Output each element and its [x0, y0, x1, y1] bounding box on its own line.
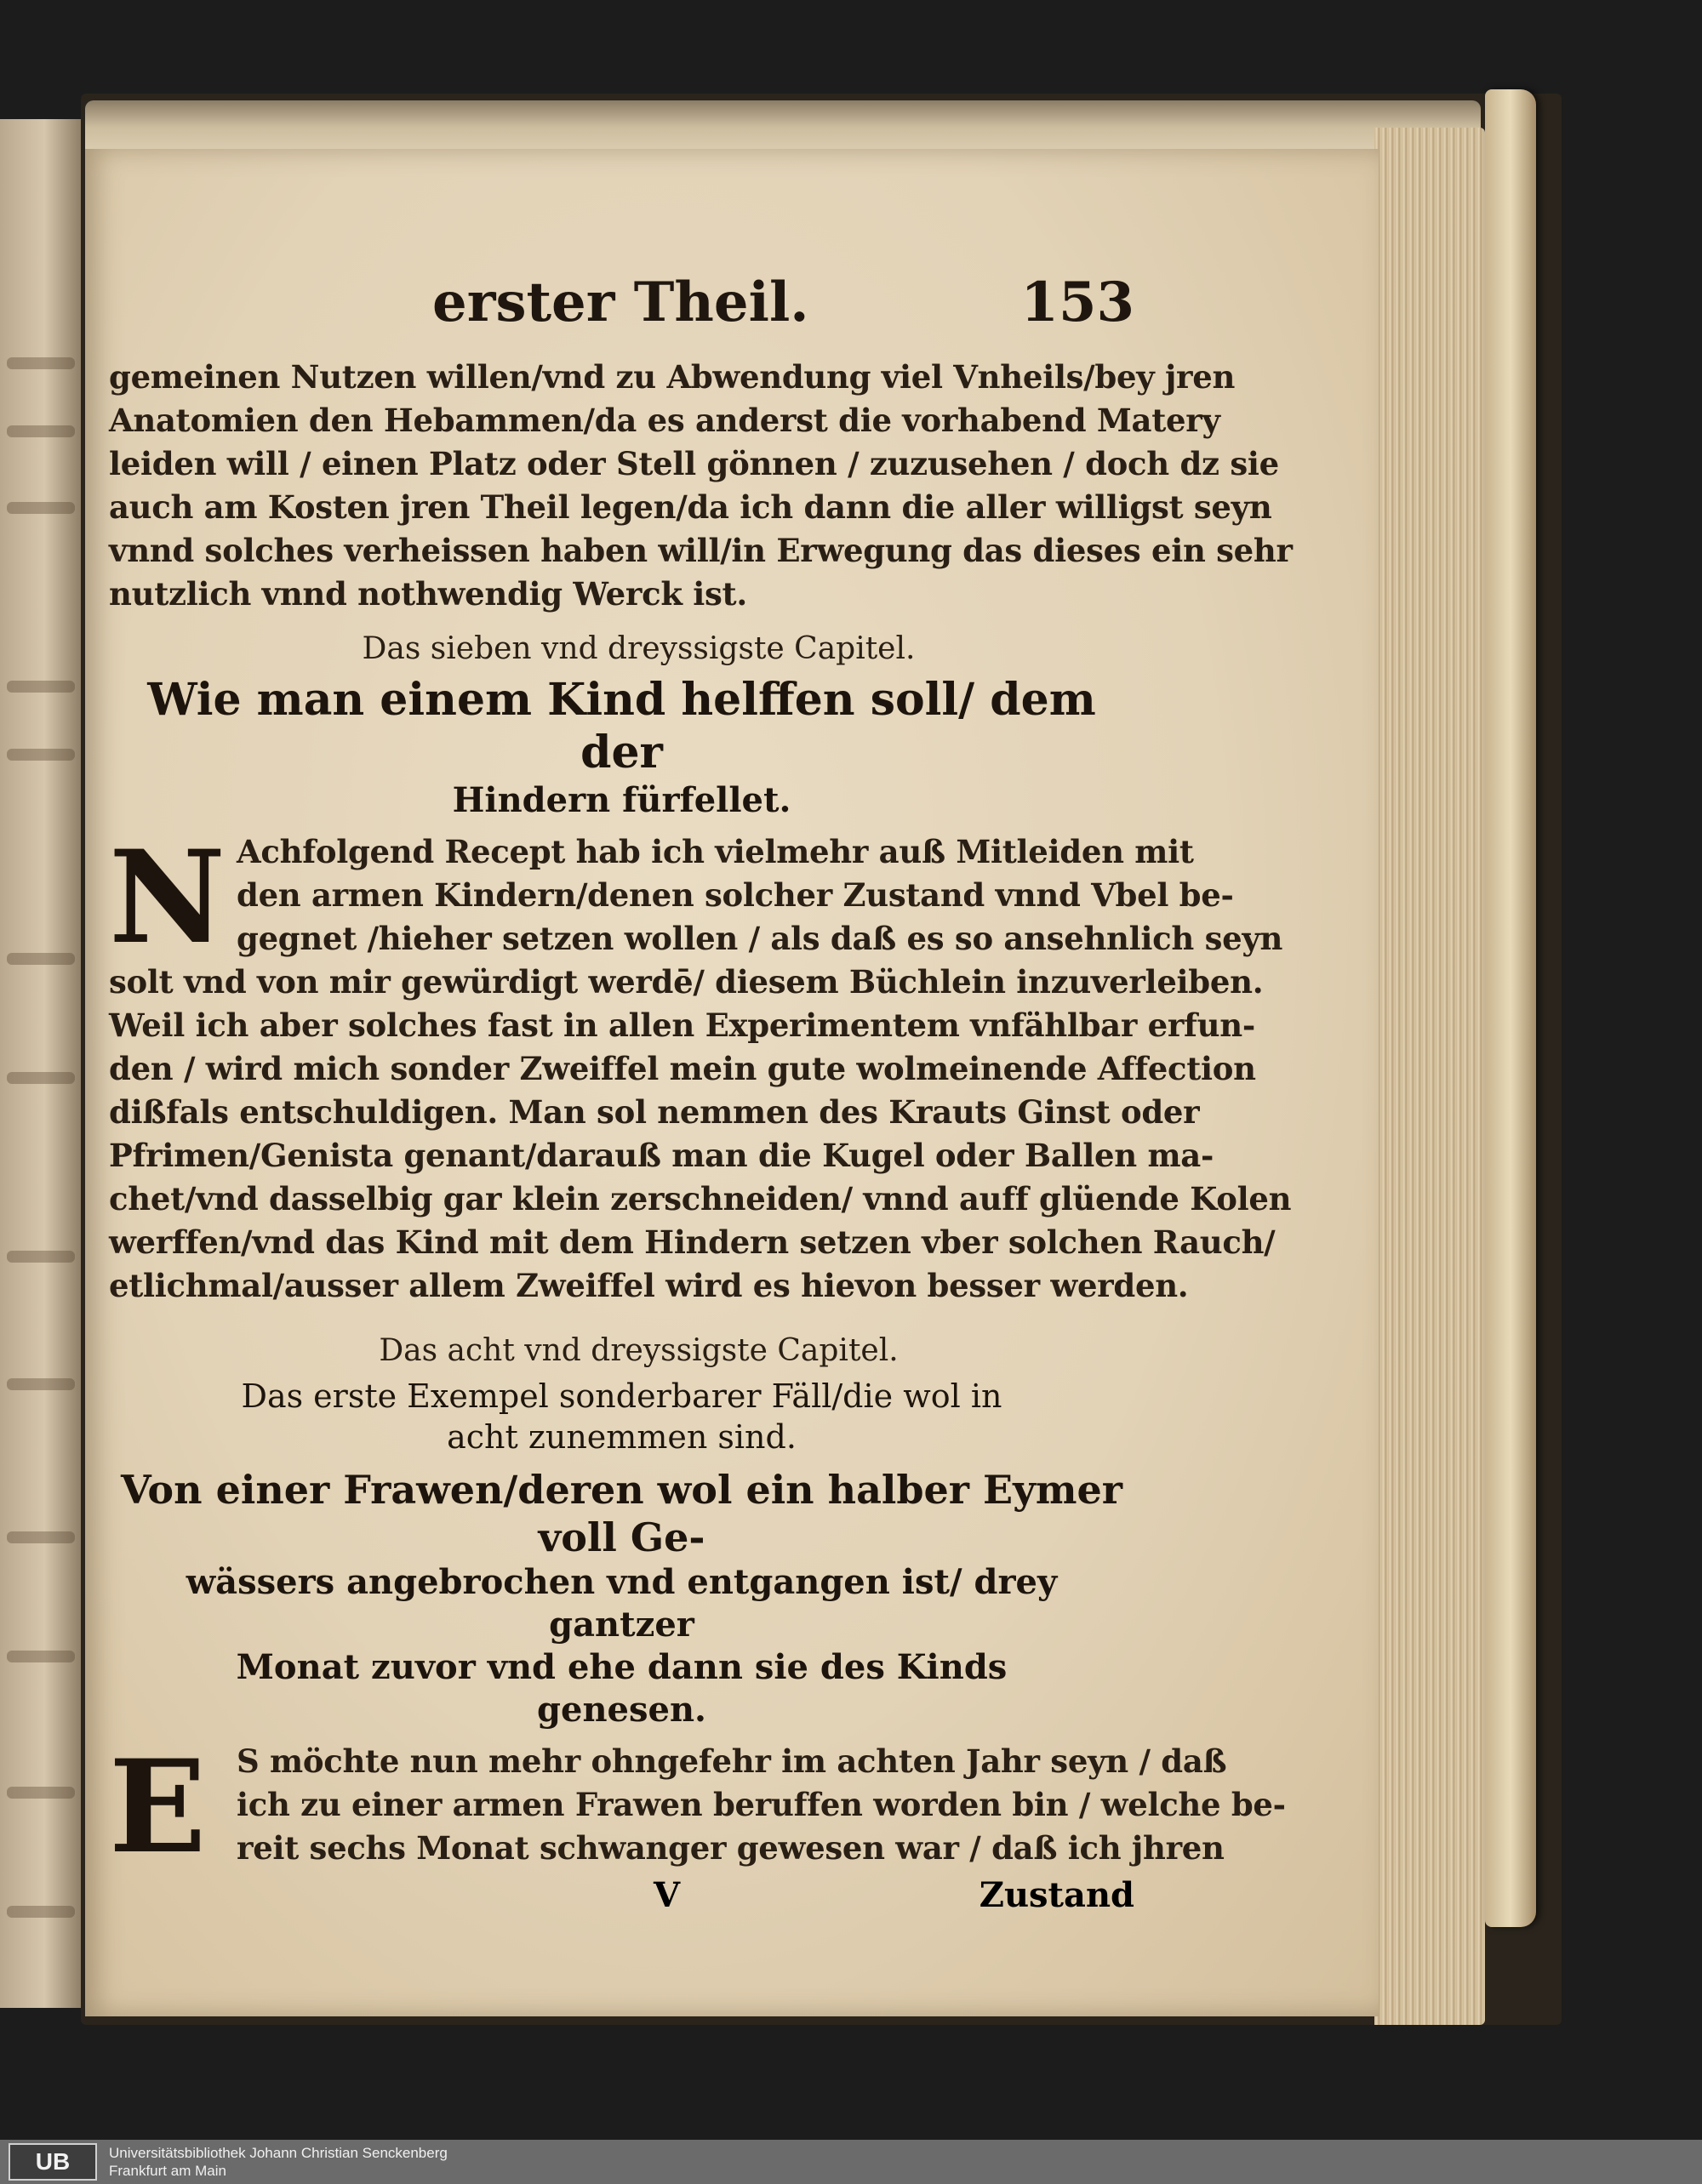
chapter-37-title-line: Wie man einem Kind helffen soll/ dem der: [147, 674, 1096, 778]
text-line: ich zu einer armen Frawen beruffen worden bin / welche be-: [237, 1786, 1286, 1823]
page-header: [109, 271, 1134, 347]
signature-mark: V: [654, 1875, 681, 1915]
text-line: solt vnd von mir gewürdigt werdē/ diesem Büchlein inzuverleiben.: [109, 963, 1264, 1001]
text-line: Achfolgend Recept hab ich vielmehr auß Mitleiden mit: [237, 833, 1194, 870]
chapter-38-paragraph: [109, 1732, 1286, 1882]
chapter-38-title-line: wässers angebrochen vnd entgangen ist/ drey gantzer: [186, 1562, 1058, 1645]
ub-logo: UB: [9, 2143, 97, 2181]
text-line: Anatomien den Hebammen/da es anderst die vorhabend Matery: [109, 402, 1220, 439]
left-page-edge: [0, 119, 81, 2008]
text-line: nutzlich vnnd nothwendig Werck ist.: [109, 575, 747, 613]
text-line: den armen Kindern/denen solcher Zustand vnnd Vbel be-: [237, 876, 1234, 914]
text-line: S möchte nun mehr ohngefehr im achten Jahr seyn / daß: [237, 1742, 1227, 1780]
chapter-38-title-line: genesen.: [537, 1690, 706, 1730]
text-line: reit sechs Monat schwanger gewesen war / daß ich jhren: [237, 1829, 1225, 1867]
text-line: chet/vnd dasselbig gar klein zerschneiden/ vnnd auff glüende Kolen: [109, 1180, 1292, 1217]
institution-credit: [109, 2144, 448, 2180]
institution-city: Frankfurt am Main: [109, 2163, 226, 2179]
text-line: dißfals entschuldigen. Man sol nemmen des Krauts Ginst oder: [109, 1093, 1200, 1131]
page-footer: [109, 1875, 1134, 1923]
drop-cap-initial: N: [109, 823, 226, 972]
text-line: leiden will / einen Platz oder Stell gönnen / zuzusehen / doch dz sie: [109, 445, 1279, 482]
catchword: Zustand: [979, 1875, 1134, 1915]
chapter-37-label: Das sieben vnd dreyssigste Capitel.: [362, 631, 916, 666]
chapter-38-subtitle-line: Das erste Exempel sonderbarer Fäll/die wol in: [241, 1377, 1002, 1415]
running-head: erster Theil.: [432, 271, 809, 334]
intro-paragraph: [109, 356, 1293, 616]
text-line: gegnet /hieher setzen wollen / als daß es so ansehnlich seyn: [237, 920, 1283, 957]
text-line: werffen/vnd das Kind mit dem Hindern setzen vber solchen Rauch/: [109, 1223, 1276, 1261]
text-line: vnnd solches verheissen haben will/in Erwegung das dieses ein sehr: [109, 532, 1293, 569]
cover-edge: [1485, 89, 1536, 1927]
page-text: [109, 356, 1293, 1923]
library-footer-bar: [0, 2140, 1702, 2184]
chapter-38-title-line: Monat zuvor vnd ehe dann sie des Kinds: [236, 1647, 1008, 1687]
text-line: Weil ich aber solches fast in allen Experimentem vnfählbar erfun-: [109, 1006, 1255, 1044]
page-number: 153: [1020, 271, 1134, 334]
drop-cap-initial: E: [109, 1732, 207, 1882]
chapter-37-title-line: Hindern fürfellet.: [452, 780, 791, 820]
chapter-38-label: Das acht vnd dreyssigste Capitel.: [379, 1333, 899, 1368]
chapter-37-paragraph: [109, 823, 1292, 1308]
text-line: etlichmal/ausser allem Zweiffel wird es hievon besser werden.: [109, 1267, 1189, 1304]
text-line: auch am Kosten jren Theil legen/da ich dann die aller willigst seyn: [109, 488, 1272, 526]
text-line: Pfrimen/Genista genant/darauß man die Kugel oder Ballen ma-: [109, 1137, 1214, 1174]
chapter-38-title-line: Von einer Frawen/deren wol ein halber Eymer voll Ge-: [120, 1467, 1123, 1560]
chapter-38-subtitle-line: acht zunemmen sind.: [447, 1418, 797, 1456]
text-line: den / wird mich sonder Zweiffel mein gute wolmeinende Affection: [109, 1050, 1256, 1087]
text-line: gemeinen Nutzen willen/vnd zu Abwendung viel Vnheils/bey jren: [109, 358, 1236, 396]
institution-name: Universitätsbibliothek Johann Christian Senckenberg: [109, 2145, 448, 2161]
page-fore-edge: [1374, 128, 1485, 2025]
